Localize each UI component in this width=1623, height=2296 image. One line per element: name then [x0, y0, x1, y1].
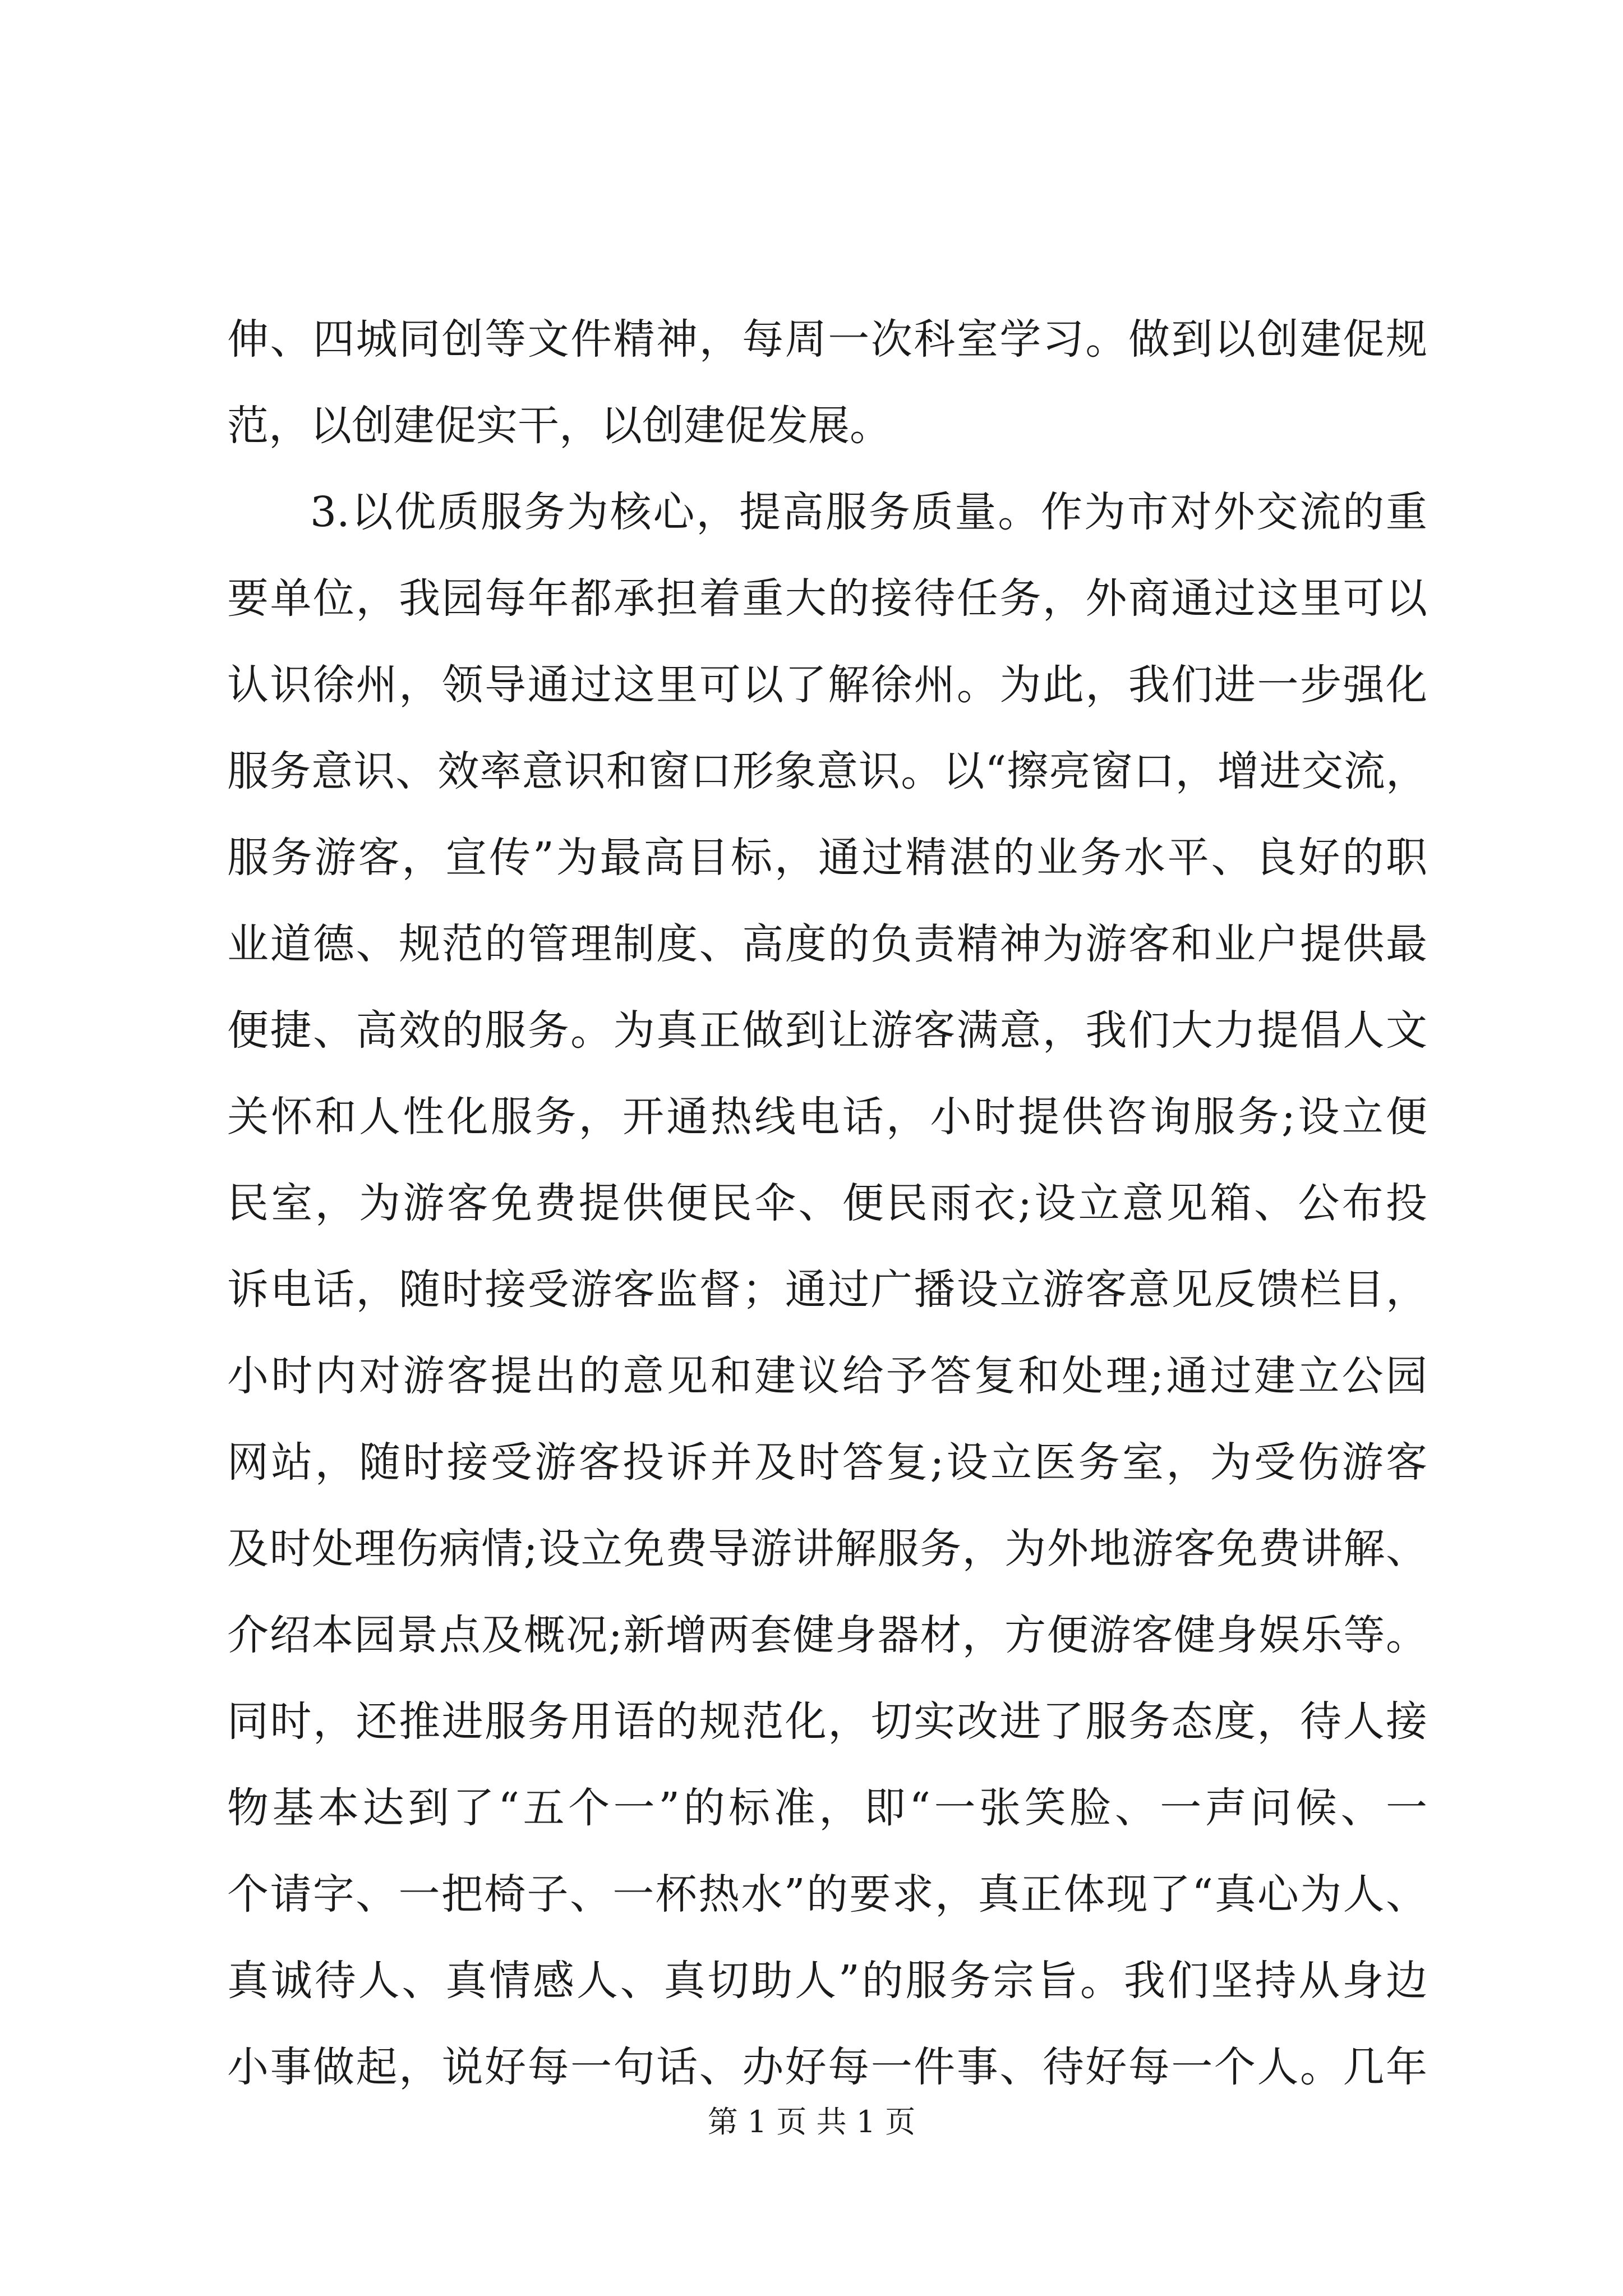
text-line: 伸、四城同创等文件精神，每周一次科室学习。做到以创建促规 [227, 315, 1427, 364]
text-line: 小时内对游客提出的意见和建议给予答复和处理;通过建立公园 [227, 1352, 1427, 1400]
text-line: 民室，为游客免费提供便民伞、便民雨衣;设立意见箱、公布投 [227, 1179, 1427, 1227]
text-line: 真诚待人、真情感人、真切助人”的服务宗旨。我们坚持从身边 [227, 1957, 1427, 2005]
text-line: 便捷、高效的服务。为真正做到让游客满意，我们大力提倡人文 [227, 1006, 1427, 1055]
text-line: 范，以创建促实干，以创建促发展。 [227, 402, 891, 450]
text-line: 物基本达到了“五个一”的标准，即“一张笑脸、一声问候、一 [227, 1784, 1427, 1832]
document-body [227, 296, 1427, 2110]
text-line: 诉电话，随时接受游客监督；通过广播设立游客意见反馈栏目， [227, 1266, 1427, 1314]
text-line: 小事做起，说好每一句话、办好每一件事、待好每一个人。几年 [227, 2043, 1427, 2091]
text-line: 要单位，我园每年都承担着重大的接待任务，外商通过这里可以 [227, 574, 1427, 623]
text-line: 认识徐州，领导通过这里可以了解徐州。为此，我们进一步强化 [227, 661, 1427, 709]
text-line: 个请字、一把椅子、一杯热水”的要求，真正体现了“真心为人、 [227, 1870, 1427, 1918]
text-line: 业道德、规范的管理制度、高度的负责精神为游客和业户提供最 [227, 920, 1427, 968]
text-line: 网站，随时接受游客投诉并及时答复;设立医务室，为受伤游客 [227, 1438, 1427, 1487]
text-line: 服务游客，宣传”为最高目标，通过精湛的业务水平、良好的职 [227, 834, 1427, 882]
paragraph-start-line: 3.以优质服务为核心，提高服务质量。作为市对外交流的重 [310, 488, 1427, 536]
text-line: 介绍本园景点及概况;新增两套健身器材，方便游客健身娱乐等。 [227, 1611, 1427, 1659]
text-line: 同时，还推进服务用语的规范化，切实改进了服务态度，待人接 [227, 1697, 1427, 1746]
text-line: 服务意识、效率意识和窗口形象意识。以“擦亮窗口，增进交流， [227, 747, 1427, 795]
text-line: 及时处理伤病情;设立免费导游讲解服务，为外地游客免费讲解、 [227, 1525, 1427, 1573]
text-line: 关怀和人性化服务，开通热线电话，小时提供咨询服务;设立便 [227, 1093, 1427, 1141]
page-footer: 第 1 页 共 1 页 [707, 2104, 916, 2139]
